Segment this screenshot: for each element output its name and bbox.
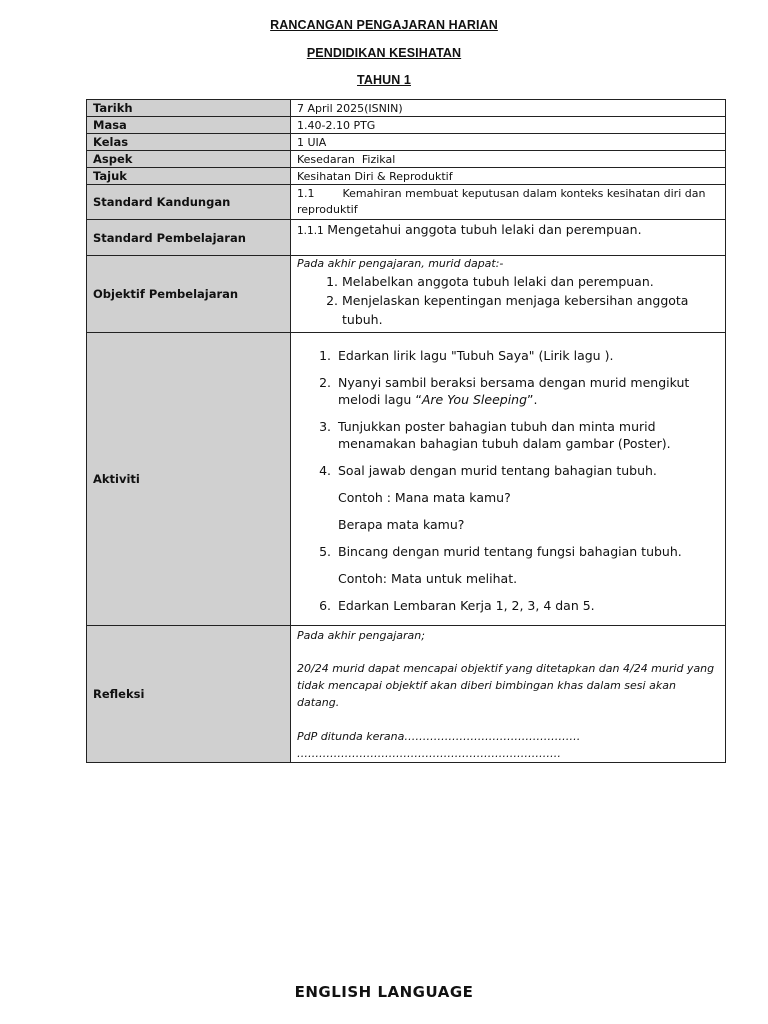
song-title: Are You Sleeping: [421, 392, 528, 407]
value-tajuk: Kesihatan Diri & Reproduktif: [291, 168, 726, 185]
year-title: TAHUN 1: [357, 73, 411, 87]
item5-text: Bincang dengan murid tentang fungsi bahagian tubuh.: [338, 544, 682, 559]
item4-text: Soal jawab dengan murid tentang bahagian tubuh.: [338, 463, 657, 478]
doc-title: RANCANGAN PENGAJARAN HARIAN: [270, 18, 498, 32]
label-standard-kandungan: Standard Kandungan: [87, 185, 291, 220]
label-standard-pembelajaran: Standard Pembelajaran: [87, 220, 291, 256]
refleksi-intro: Pada akhir pengajaran;: [297, 629, 425, 642]
label-tajuk: Tajuk: [87, 168, 291, 185]
label-masa: Masa: [87, 117, 291, 134]
label-aktiviti: Aktiviti: [87, 333, 291, 626]
row-standard-kandungan: [87, 185, 726, 220]
refleksi-postponed: PdP ditunda kerana…………………………………………: [297, 730, 581, 743]
refleksi-summary: 20/24 murid dapat mencapai objektif yang ditetapkan dan 4/24 murid yang tidak mencapai objektif akan diberi bimbingan khas dalam sesi akan datang.: [297, 662, 715, 709]
row-objektif: [87, 256, 726, 333]
value-tarikh: 7 April 2025(ISNIN): [291, 100, 726, 117]
list-item: 1. Melabelkan anggota tubuh lelaki dan perempuan.: [342, 272, 719, 291]
value-masa: 1.40-2.10 PTG: [291, 117, 726, 134]
list-item: 2. Menjelaskan kepentingan menjaga kebersihan anggota tubuh.: [342, 291, 719, 329]
lesson-plan-table: [86, 99, 726, 763]
subject-title: PENDIDIKAN KESIHATAN: [306, 46, 462, 60]
sp-text: Mengetahui anggota tubuh lelaki dan perempuan.: [327, 222, 642, 237]
objektif-list: [297, 272, 719, 329]
objektif-intro: Pada akhir pengajaran, murid dapat:-: [297, 257, 504, 270]
item4-example-1: Contoh : Mana mata kamu?: [338, 490, 511, 505]
value-objektif: [291, 256, 726, 333]
value-standard-pembelajaran: [291, 220, 726, 256]
list-item: 3. Tunjukkan poster bahagian tubuh dan minta murid menamakan bahagian tubuh dalam gambar (Poster).: [335, 418, 719, 452]
sp-number: 1.1.1: [297, 225, 324, 237]
row-kelas: [87, 134, 726, 151]
list-item: [335, 462, 719, 533]
value-standard-kandungan: [291, 185, 726, 220]
label-tarikh: Tarikh: [87, 100, 291, 117]
row-tarikh: [87, 100, 726, 117]
row-refleksi: [87, 626, 726, 763]
row-aktiviti: [87, 333, 726, 626]
label-objektif: Objektif Pembelajaran: [87, 256, 291, 333]
row-tajuk: [87, 168, 726, 185]
item5-example-1: Contoh: Mata untuk melihat.: [338, 571, 518, 586]
list-item: [335, 374, 719, 408]
label-kelas: Kelas: [87, 134, 291, 151]
sk-text: Kemahiran membuat keputusan dalam konteks kesihatan diri dan reproduktif: [297, 187, 706, 216]
value-kelas: 1 UIA: [291, 134, 726, 151]
row-masa: [87, 117, 726, 134]
refleksi-dots: ………………………………………………………………: [297, 747, 561, 760]
next-subject-heading: ENGLISH LANGUAGE: [294, 983, 474, 1001]
list-item: [335, 543, 719, 587]
sk-number: 1.1: [297, 187, 315, 200]
value-aktiviti: [291, 333, 726, 626]
aktiviti-list: [297, 347, 719, 614]
list-item: 6. Edarkan Lembaran Kerja 1, 2, 3, 4 dan 5.: [335, 597, 719, 614]
list-item: 1. Edarkan lirik lagu "Tubuh Saya" (Lirik lagu ).: [335, 347, 719, 364]
value-refleksi: [291, 626, 726, 763]
item2-close: ”.: [527, 392, 538, 407]
label-aspek: Aspek: [87, 151, 291, 168]
value-aspek: Kesedaran Fizikal: [291, 151, 726, 168]
row-aspek: [87, 151, 726, 168]
row-standard-pembelajaran: [87, 220, 726, 256]
item2-text: Nyanyi sambil beraksi bersama dengan murid mengikut melodi lagu “: [338, 375, 690, 407]
label-refleksi: Refleksi: [87, 626, 291, 763]
item4-example-2: Berapa mata kamu?: [338, 517, 465, 532]
